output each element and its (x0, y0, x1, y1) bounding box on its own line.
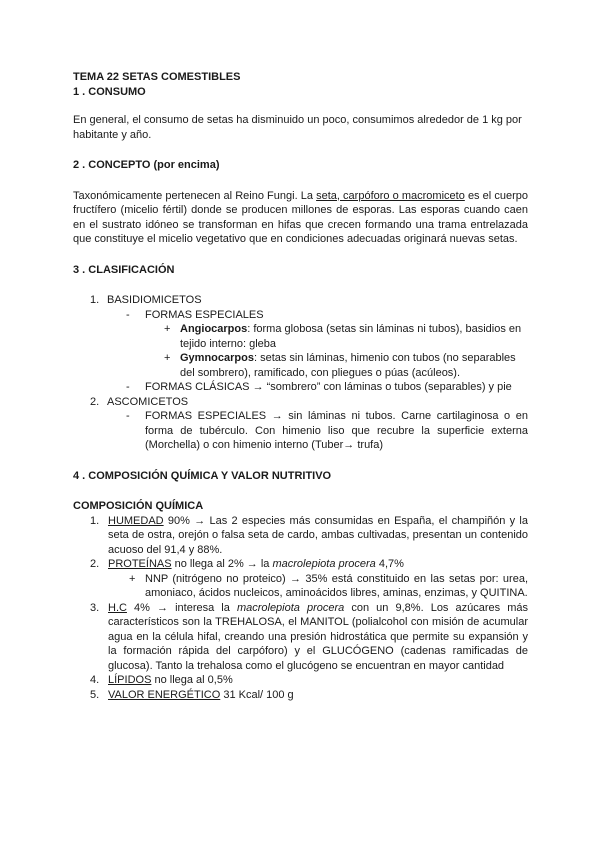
section-4-subheading: COMPOSICIÓN QUÍMICA (73, 500, 204, 512)
list-item: 5. VALOR ENERGÉTICO 31 Kcal/ 100 g (90, 688, 294, 701)
section-2-text: Taxonómicamente pertenecen al Reino Fungi. La seta, carpóforo o macromiceto es el cuerpo fructífero (micelio fértil) donde se producen millones de esporas. Las esporas cuando caen en el sustrato idóneo se transforman en hifas que crecen formando una trama entrelazada que constituye el micelio vegetativo que en condiciones adecuadas originará nuevas setas. (73, 189, 528, 245)
list-item: - FORMAS ESPECIALES → sin láminas ni tubos. Carne cartilaginosa o en forma de tubérculo. Con himenio liso que recubre la superficie externa (Morchella) o con himenio interno (Tuber→ trufa) (126, 410, 528, 451)
list-item: 2. PROTEÍNAS no llega al 2% → la macrolepiota procera 4,7% (90, 558, 404, 570)
section-1-heading: 1 . CONSUMO (73, 85, 146, 98)
section-2-heading: 2 . CONCEPTO (por encima) (73, 159, 220, 171)
document-title: TEMA 22 SETAS COMESTIBLES (73, 71, 241, 83)
list-item: - FORMAS CLÁSICAS → “sombrero” con láminas o tubos (separables) y pie (126, 381, 512, 393)
section-4-heading: 4 . COMPOSICIÓN QUÍMICA Y VALOR NUTRITIVO (73, 469, 332, 482)
section-3-heading: 3 . CLASIFICACIÓN (73, 263, 175, 276)
list-item: + NNP (nitrógeno no proteico) → 35% está constituido en las setas por: urea, amoniaco, ácidos nucleicos, aminoácidos libres, aminas, enzimas, y QUITINA. (129, 572, 528, 599)
section-1-text: En general, el consumo de setas ha disminuido un poco, consumimos alrededor de 1 kg por habitante y año. (73, 114, 522, 141)
list-item: 2. ASCOMICETOS (90, 395, 189, 408)
document-page (73, 70, 528, 702)
list-item: 1. HUMEDAD 90% → Las 2 especies más consumidas en España, el champiñón y la seta de ostra, orejón o falsa seta de cardo, ambas cultivadas, presentan un contenido acuoso del 91,4 y 88%. (90, 514, 528, 556)
list-item: 1. BASIDIOMICETOS (90, 294, 202, 306)
list-item: - FORMAS ESPECIALES (126, 308, 264, 321)
list-item: + Angiocarpos: forma globosa (setas sin láminas ni tubos), basidios en tejido interno: gleba (164, 323, 522, 350)
term-seta-underlined: seta, carpóforo o macromiceto (316, 189, 465, 202)
list-item: + Gymnocarpos: setas sin láminas, himenio con tubos (no separables del sombrero), ramificado, con pliegues o púas (acúleos). (164, 352, 516, 379)
list-item: 4. LÍPIDOS no llega al 0,5% (90, 674, 233, 686)
list-item: 3. H.C 4% → interesa la macrolepiota procera con un 9,8%. Los azúcares más característicos son la TREHALOSA, el MANITOL (polialcohol con misión de acumular agua en la célula hifal, creando una presión hidrostática que permite su expansión y la formación rápida del carpóforo) y el GLUCÓGENO (cadenas ramificadas de glucosa). Tanto la trehalosa como el glucógeno se encuentran en mayor cantidad (90, 601, 528, 672)
